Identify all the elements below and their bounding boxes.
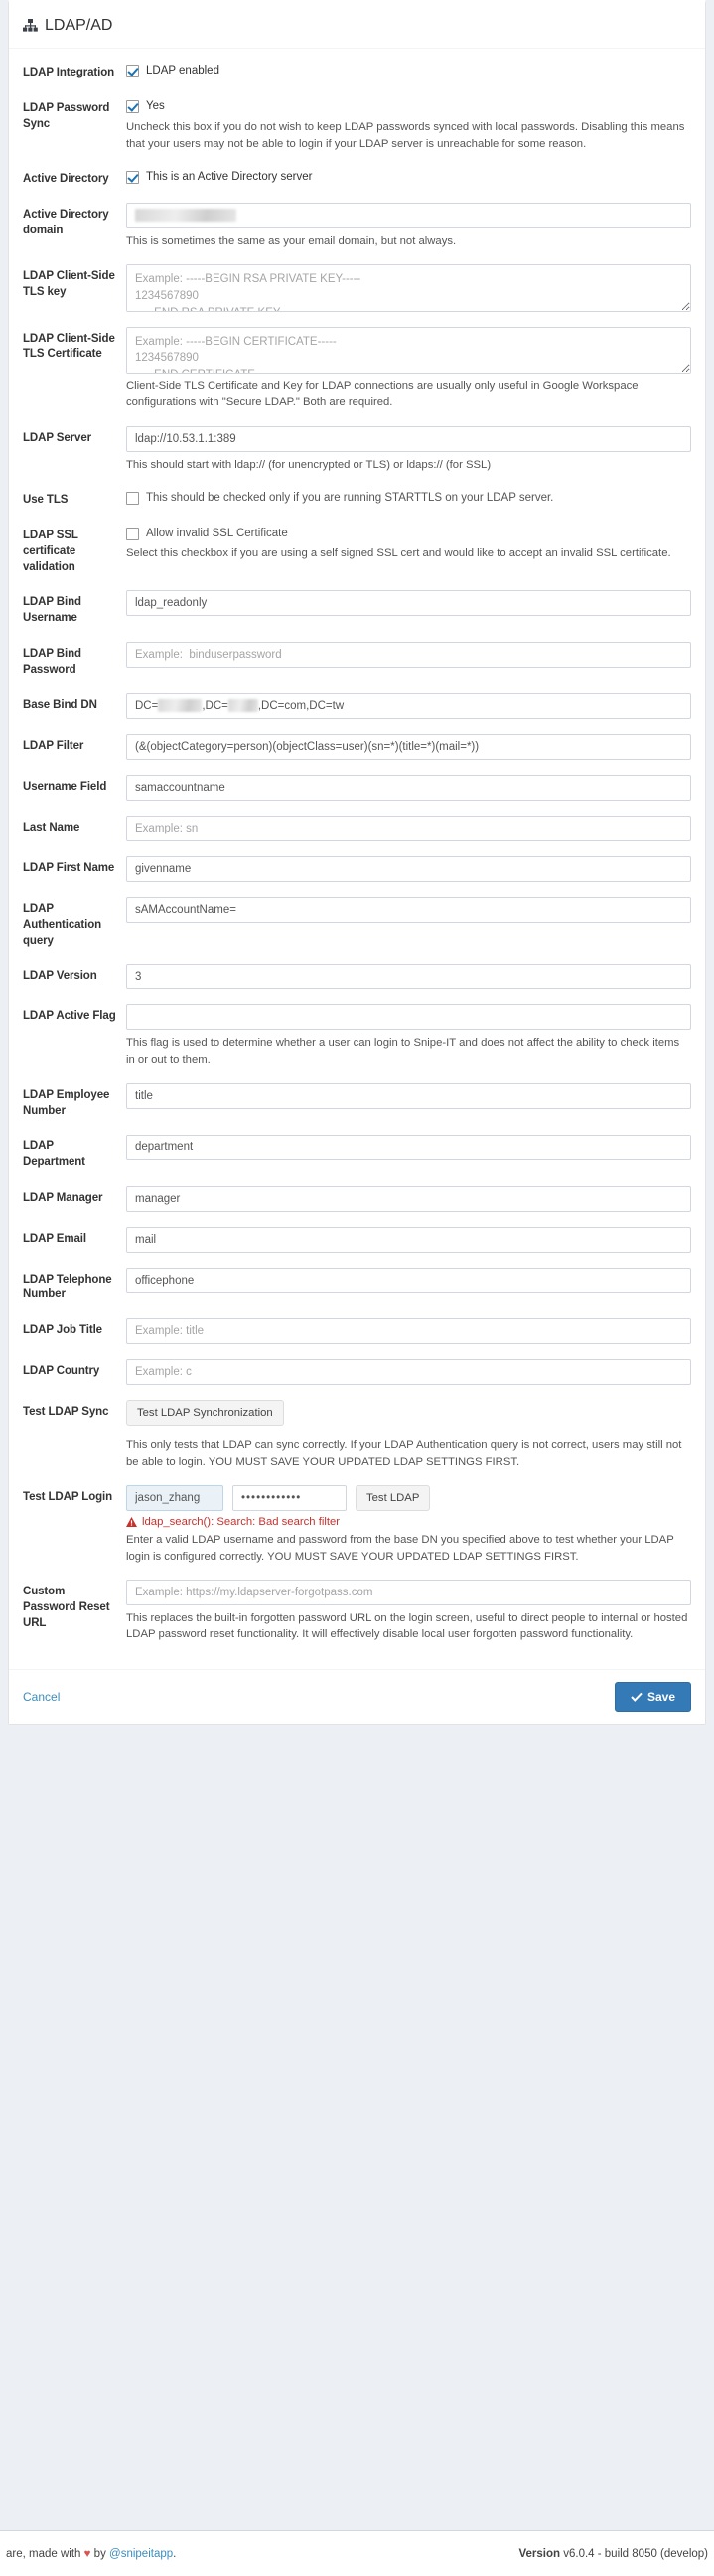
label-active-flag: LDAP Active Flag [23, 1010, 116, 1023]
sitemap-icon [23, 19, 38, 32]
active-directory-checkbox-row[interactable] [126, 167, 691, 185]
test-login-error-text: ldap_search(): Search: Bad search filter [142, 1516, 341, 1529]
field-last-name [23, 816, 691, 856]
first-name-input[interactable] [126, 856, 691, 882]
save-button[interactable] [615, 1682, 691, 1712]
card-body [9, 49, 705, 1669]
field-use-tls [23, 488, 691, 524]
field-job-title [23, 1318, 691, 1359]
base-bind-dn-mid: ,DC= [202, 699, 228, 712]
ssl-validation-checkbox-row[interactable] [126, 524, 691, 541]
use-tls-checkbox-row[interactable] [126, 488, 691, 506]
label-test-sync: Test LDAP Sync [23, 1406, 109, 1419]
ssl-validation-checkbox[interactable] [126, 528, 139, 540]
field-bind-password [23, 642, 691, 693]
active-flag-input[interactable] [126, 1004, 691, 1030]
page-title-text: LDAP/AD [45, 16, 113, 34]
field-first-name [23, 856, 691, 897]
password-sync-help: Uncheck this box if you do not wish to keep LDAP passwords synced with local passwords. Disabling this means that your users may not be able to login if your LDAP server is unreachable for some reason. [126, 121, 685, 150]
footer-text-c: . [173, 2547, 177, 2560]
label-username-field: Username Field [23, 780, 107, 793]
country-input[interactable] [126, 1359, 691, 1385]
label-active-directory: Active Directory [23, 172, 109, 185]
label-employee-number: LDAP Employee Number [23, 1089, 110, 1118]
field-department [23, 1135, 691, 1186]
label-email: LDAP Email [23, 1232, 86, 1245]
field-telephone [23, 1268, 691, 1319]
field-ssl-validation [23, 524, 691, 591]
job-title-input[interactable] [126, 1318, 691, 1344]
version-value: v6.0.4 - build 8050 (develop) [563, 2547, 708, 2560]
field-ldap-version [23, 964, 691, 1004]
test-login-help: Enter a valid LDAP username and password from the base DN you specified above to test whether your LDAP login is configured correctly. YOU MUST SAVE YOUR UPDATED LDAP SETTINGS FIRST. [126, 1534, 674, 1563]
field-tls-certificate [23, 327, 691, 426]
footer-text-b: by [93, 2547, 106, 2560]
ssl-validation-help: Select this checkbox if you are using a self signed SSL cert and would like to accept an invalid SSL certificate. [126, 547, 671, 560]
field-bind-username [23, 590, 691, 642]
field-active-flag [23, 1004, 691, 1083]
field-country [23, 1359, 691, 1400]
label-auth-query: LDAP Authentication query [23, 902, 102, 947]
page-title [23, 18, 112, 34]
bind-password-input[interactable] [126, 642, 691, 668]
label-job-title: LDAP Job Title [23, 1324, 102, 1337]
field-active-directory [23, 167, 691, 203]
heart-icon: ♥ [83, 2547, 91, 2560]
field-ldap-filter [23, 734, 691, 775]
label-ldap-integration: LDAP Integration [23, 67, 115, 78]
ldap-enabled-label: LDAP enabled [146, 65, 219, 76]
ldap-enabled-checkbox[interactable] [126, 65, 139, 77]
label-password-reset-url: Custom Password Reset URL [23, 1586, 110, 1629]
save-button-label: Save [646, 1689, 675, 1704]
redacted-domain-value [135, 209, 236, 222]
card-header [9, 3, 705, 49]
field-tls-key [23, 264, 691, 326]
base-bind-dn-prefix: DC= [135, 699, 159, 712]
password-reset-url-input[interactable] [126, 1580, 691, 1605]
label-base-bind-dn: Base Bind DN [23, 698, 97, 711]
ldap-version-input[interactable] [126, 964, 691, 989]
active-directory-domain-input[interactable] [126, 203, 691, 228]
label-use-tls: Use TLS [23, 493, 69, 506]
ldap-enabled-checkbox-row[interactable] [126, 61, 691, 78]
label-ssl-validation: LDAP SSL certificate validation [23, 529, 78, 573]
field-base-bind-dn [23, 693, 691, 734]
label-bind-username: LDAP Bind Username [23, 596, 81, 625]
active-flag-help: This flag is used to determine whether a user can login to Snipe-IT and does not affect the ability to check items in or out to them. [126, 1037, 680, 1066]
tls-certificate-textarea[interactable] [126, 327, 691, 374]
ldap-filter-input[interactable] [126, 734, 691, 760]
label-tls-certificate: LDAP Client-Side TLS Certificate [23, 332, 115, 361]
label-ldap-filter: LDAP Filter [23, 739, 84, 752]
field-ldap-password-sync [23, 96, 691, 167]
redacted-dn-part-2 [228, 699, 258, 712]
auth-query-input[interactable] [126, 897, 691, 923]
check-icon [631, 1692, 643, 1702]
label-active-directory-domain: Active Directory domain [23, 208, 109, 236]
last-name-input[interactable] [126, 816, 691, 841]
ldap-server-help: This should start with ldap:// (for unencrypted or TLS) or ldaps:// (for SSL) [126, 458, 492, 471]
email-input[interactable] [126, 1227, 691, 1253]
label-tls-key: LDAP Client-Side TLS key [23, 270, 115, 299]
field-email [23, 1227, 691, 1268]
employee-number-input[interactable] [126, 1083, 691, 1109]
field-auth-query [23, 897, 691, 965]
field-ldap-server [23, 426, 691, 488]
warning-icon [126, 1517, 137, 1527]
test-ldap-sync-button[interactable]: Test LDAP Synchronization [126, 1400, 284, 1426]
test-sync-help: This only tests that LDAP can sync correctly. If your LDAP Authentication query is not correct, users may still not be able to login. YOU MUST SAVE YOUR UPDATED LDAP SETTINGS FIRST. [126, 1440, 682, 1468]
label-country: LDAP Country [23, 1365, 100, 1378]
password-sync-label: Yes [146, 99, 165, 112]
test-login-username-input[interactable] [126, 1485, 223, 1511]
cancel-button[interactable]: Cancel [23, 1689, 61, 1704]
label-ldap-server: LDAP Server [23, 431, 92, 444]
bind-username-input[interactable] [126, 590, 691, 616]
label-last-name: Last Name [23, 821, 80, 833]
page-footer-left [6, 2548, 176, 2560]
field-username-field [23, 775, 691, 816]
field-test-sync [23, 1400, 691, 1485]
active-directory-domain-help: This is sometimes the same as your email domain, but not always. [126, 234, 457, 247]
manager-input[interactable] [126, 1186, 691, 1212]
field-test-login [23, 1485, 691, 1580]
label-department: LDAP Department [23, 1139, 85, 1168]
footer-text-a: are, made with [6, 2547, 81, 2560]
label-telephone: LDAP Telephone Number [23, 1273, 112, 1301]
tls-certificate-help: Client-Side TLS Certificate and Key for LDAP connections are usually only useful in Google Workspace configurations with "Secure LDAP." Both are required. [126, 379, 639, 409]
snipeit-twitter-link[interactable]: @snipeitapp [109, 2547, 174, 2560]
ldap-settings-card [8, 0, 706, 1725]
test-ldap-button[interactable]: Test LDAP [356, 1485, 430, 1511]
password-sync-checkbox[interactable] [126, 100, 139, 113]
label-test-login: Test LDAP Login [23, 1491, 113, 1504]
ldap-server-input[interactable] [126, 426, 691, 452]
field-manager [23, 1186, 691, 1227]
active-directory-label: This is an Active Directory server [146, 170, 313, 183]
test-login-controls [126, 1485, 691, 1511]
password-reset-url-help: This replaces the built-in forgotten password URL on the login screen, useful to direct people to internal or hosted LDAP password reset functionality. It will effectively disable local user forgotten password functionality. [126, 1612, 688, 1641]
active-directory-checkbox[interactable] [126, 171, 139, 184]
field-employee-number [23, 1083, 691, 1135]
field-ldap-integration [23, 61, 691, 96]
password-sync-checkbox-row[interactable] [126, 96, 691, 114]
label-manager: LDAP Manager [23, 1191, 103, 1204]
telephone-input[interactable] [126, 1268, 691, 1293]
field-password-reset-url [23, 1580, 691, 1665]
label-first-name: LDAP First Name [23, 861, 115, 874]
test-login-error [126, 1516, 691, 1528]
department-input[interactable] [126, 1135, 691, 1160]
use-tls-checkbox[interactable] [126, 492, 139, 505]
ssl-validation-label: Allow invalid SSL Certificate [146, 527, 288, 539]
label-bind-password: LDAP Bind Password [23, 648, 81, 676]
username-field-input[interactable] [126, 775, 691, 801]
page-footer [0, 2530, 714, 2576]
tls-key-textarea[interactable] [126, 264, 691, 311]
test-login-password-input[interactable] [232, 1485, 347, 1511]
field-active-directory-domain [23, 203, 691, 264]
base-bind-dn-input[interactable] [126, 693, 691, 719]
base-bind-dn-suffix: ,DC=com,DC=tw [257, 699, 345, 712]
version-label: Version [518, 2547, 561, 2560]
label-ldap-password-sync: LDAP Password Sync [23, 101, 110, 130]
card-footer [9, 1669, 705, 1724]
page-footer-right [518, 2548, 708, 2560]
redacted-dn-part-1 [158, 699, 202, 712]
label-ldap-version: LDAP Version [23, 970, 97, 983]
use-tls-label: This should be checked only if you are running STARTTLS on your LDAP server. [146, 491, 554, 504]
